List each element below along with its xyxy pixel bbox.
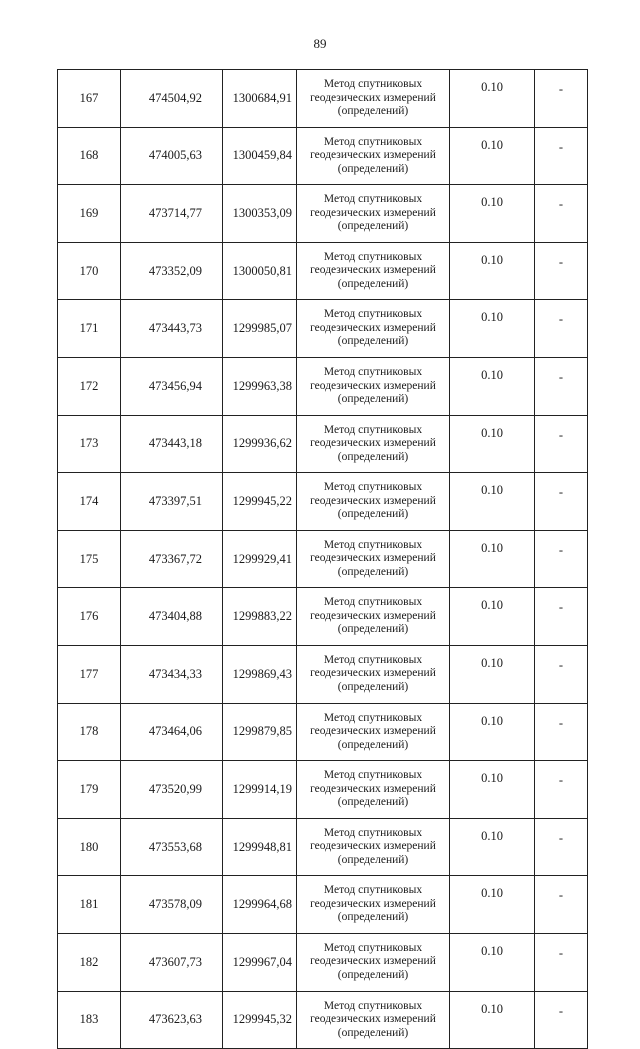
accuracy-cell: 0.10 (450, 645, 535, 703)
method-line: (определений) (337, 162, 409, 175)
y-coordinate-cell: 1299963,38 (223, 357, 297, 415)
method-line: Метод спутниковых (323, 423, 423, 436)
method-line: геодезических измерений (310, 437, 436, 450)
method-line: Метод спутниковых (323, 135, 423, 148)
method-cell (297, 185, 450, 243)
method-line: (определений) (337, 911, 409, 924)
method-cell (297, 588, 450, 646)
table-row (58, 530, 588, 588)
table-row (58, 991, 588, 1049)
point-number-cell: 172 (58, 357, 121, 415)
method-cell (297, 357, 450, 415)
x-coordinate-cell: 474504,92 (121, 70, 223, 128)
method-line: Метод спутниковых (323, 596, 423, 609)
method-line: (определений) (337, 1026, 409, 1039)
method-line: Метод спутниковых (323, 826, 423, 839)
y-coordinate-cell: 1300684,91 (223, 70, 297, 128)
note-cell: - (535, 818, 588, 876)
method-line: Метод спутниковых (323, 308, 423, 321)
method-line: геодезических измерений (310, 206, 436, 219)
accuracy-cell: 0.10 (450, 357, 535, 415)
method-cell (297, 242, 450, 300)
method-line: Метод спутниковых (323, 884, 423, 897)
y-coordinate-cell: 1300459,84 (223, 127, 297, 185)
method-line: Метод спутниковых (323, 250, 423, 263)
table-row (58, 703, 588, 761)
table-row (58, 473, 588, 531)
y-coordinate-cell: 1299964,68 (223, 876, 297, 934)
method-cell (297, 933, 450, 991)
table-row (58, 761, 588, 819)
point-number-cell: 174 (58, 473, 121, 531)
table-row (58, 645, 588, 703)
x-coordinate-cell: 473367,72 (121, 530, 223, 588)
method-cell (297, 818, 450, 876)
x-coordinate-cell: 473352,09 (121, 242, 223, 300)
note-cell: - (535, 876, 588, 934)
method-line: (определений) (337, 968, 409, 981)
x-coordinate-cell: 473443,73 (121, 300, 223, 358)
method-line: (определений) (337, 450, 409, 463)
method-line: Метод спутниковых (323, 481, 423, 494)
coordinates-table (57, 69, 588, 1049)
accuracy-cell: 0.10 (450, 127, 535, 185)
method-cell (297, 761, 450, 819)
y-coordinate-cell: 1299929,41 (223, 530, 297, 588)
method-cell (297, 991, 450, 1049)
y-coordinate-cell: 1299869,43 (223, 645, 297, 703)
method-line: геодезических измерений (310, 782, 436, 795)
method-line: геодезических измерений (310, 552, 436, 565)
method-line: (определений) (337, 277, 409, 290)
y-coordinate-cell: 1299985,07 (223, 300, 297, 358)
point-number-cell: 168 (58, 127, 121, 185)
method-line: геодезических измерений (310, 379, 436, 392)
method-line: (определений) (337, 335, 409, 348)
table-row (58, 415, 588, 473)
method-line: геодезических измерений (310, 149, 436, 162)
y-coordinate-cell: 1299948,81 (223, 818, 297, 876)
method-line: геодезических измерений (310, 264, 436, 277)
method-line: Метод спутниковых (323, 999, 423, 1012)
y-coordinate-cell: 1299967,04 (223, 933, 297, 991)
x-coordinate-cell: 473443,18 (121, 415, 223, 473)
note-cell: - (535, 588, 588, 646)
point-number-cell: 182 (58, 933, 121, 991)
y-coordinate-cell: 1299945,32 (223, 991, 297, 1049)
note-cell: - (535, 530, 588, 588)
point-number-cell: 175 (58, 530, 121, 588)
accuracy-cell: 0.10 (450, 818, 535, 876)
note-cell: - (535, 761, 588, 819)
x-coordinate-cell: 473456,94 (121, 357, 223, 415)
note-cell: - (535, 703, 588, 761)
note-cell: - (535, 991, 588, 1049)
method-line: геодезических измерений (310, 955, 436, 968)
note-cell: - (535, 127, 588, 185)
y-coordinate-cell: 1299945,22 (223, 473, 297, 531)
point-number-cell: 180 (58, 818, 121, 876)
method-line: (определений) (337, 680, 409, 693)
accuracy-cell: 0.10 (450, 761, 535, 819)
method-line: Метод спутниковых (323, 78, 423, 91)
accuracy-cell: 0.10 (450, 415, 535, 473)
table-row (58, 242, 588, 300)
x-coordinate-cell: 473464,06 (121, 703, 223, 761)
method-line: геодезических измерений (310, 91, 436, 104)
method-line: (определений) (337, 796, 409, 809)
x-coordinate-cell: 473520,99 (121, 761, 223, 819)
table-row (58, 588, 588, 646)
method-cell (297, 70, 450, 128)
method-line: геодезических измерений (310, 494, 436, 507)
note-cell: - (535, 415, 588, 473)
accuracy-cell: 0.10 (450, 530, 535, 588)
x-coordinate-cell: 473714,77 (121, 185, 223, 243)
note-cell: - (535, 300, 588, 358)
method-line: Метод спутниковых (323, 366, 423, 379)
method-line: Метод спутниковых (323, 538, 423, 551)
table-row (58, 818, 588, 876)
method-line: Метод спутниковых (323, 193, 423, 206)
method-line: (определений) (337, 220, 409, 233)
method-line: (определений) (337, 853, 409, 866)
method-line: Метод спутниковых (323, 941, 423, 954)
point-number-cell: 169 (58, 185, 121, 243)
point-number-cell: 173 (58, 415, 121, 473)
x-coordinate-cell: 473397,51 (121, 473, 223, 531)
y-coordinate-cell: 1299936,62 (223, 415, 297, 473)
note-cell: - (535, 242, 588, 300)
method-line: Метод спутниковых (323, 711, 423, 724)
accuracy-cell: 0.10 (450, 300, 535, 358)
x-coordinate-cell: 473578,09 (121, 876, 223, 934)
y-coordinate-cell: 1300353,09 (223, 185, 297, 243)
x-coordinate-cell: 473607,73 (121, 933, 223, 991)
accuracy-cell: 0.10 (450, 876, 535, 934)
note-cell: - (535, 70, 588, 128)
point-number-cell: 171 (58, 300, 121, 358)
method-line: геодезических измерений (310, 321, 436, 334)
method-line: (определений) (337, 623, 409, 636)
point-number-cell: 178 (58, 703, 121, 761)
coordinates-table-body (58, 70, 588, 1049)
y-coordinate-cell: 1299879,85 (223, 703, 297, 761)
accuracy-cell: 0.10 (450, 588, 535, 646)
method-cell (297, 473, 450, 531)
y-coordinate-cell: 1299914,19 (223, 761, 297, 819)
note-cell: - (535, 357, 588, 415)
method-cell (297, 645, 450, 703)
note-cell: - (535, 933, 588, 991)
x-coordinate-cell: 473434,33 (121, 645, 223, 703)
method-cell (297, 530, 450, 588)
accuracy-cell: 0.10 (450, 70, 535, 128)
method-line: геодезических измерений (310, 897, 436, 910)
method-line: геодезических измерений (310, 840, 436, 853)
method-cell (297, 703, 450, 761)
x-coordinate-cell: 473404,88 (121, 588, 223, 646)
table-row (58, 185, 588, 243)
table-row (58, 127, 588, 185)
table-row (58, 357, 588, 415)
method-line: (определений) (337, 738, 409, 751)
note-cell: - (535, 185, 588, 243)
point-number-cell: 176 (58, 588, 121, 646)
x-coordinate-cell: 473623,63 (121, 991, 223, 1049)
method-line: (определений) (337, 565, 409, 578)
method-line: геодезических измерений (310, 725, 436, 738)
point-number-cell: 179 (58, 761, 121, 819)
accuracy-cell: 0.10 (450, 703, 535, 761)
point-number-cell: 167 (58, 70, 121, 128)
method-cell (297, 300, 450, 358)
x-coordinate-cell: 474005,63 (121, 127, 223, 185)
point-number-cell: 181 (58, 876, 121, 934)
point-number-cell: 183 (58, 991, 121, 1049)
page-number: 89 (313, 36, 327, 51)
x-coordinate-cell: 473553,68 (121, 818, 223, 876)
y-coordinate-cell: 1300050,81 (223, 242, 297, 300)
accuracy-cell: 0.10 (450, 933, 535, 991)
note-cell: - (535, 473, 588, 531)
method-line: геодезических измерений (310, 1013, 436, 1026)
accuracy-cell: 0.10 (450, 991, 535, 1049)
method-line: Метод спутниковых (323, 653, 423, 666)
method-line: (определений) (337, 393, 409, 406)
point-number-cell: 177 (58, 645, 121, 703)
method-line: Метод спутниковых (323, 769, 423, 782)
point-number-cell: 170 (58, 242, 121, 300)
accuracy-cell: 0.10 (450, 473, 535, 531)
accuracy-cell: 0.10 (450, 242, 535, 300)
table-row (58, 70, 588, 128)
method-line: геодезических измерений (310, 667, 436, 680)
method-cell (297, 127, 450, 185)
method-cell (297, 415, 450, 473)
y-coordinate-cell: 1299883,22 (223, 588, 297, 646)
table-row (58, 933, 588, 991)
accuracy-cell: 0.10 (450, 185, 535, 243)
method-line: (определений) (337, 105, 409, 118)
method-line: геодезических измерений (310, 609, 436, 622)
method-line: (определений) (337, 508, 409, 521)
table-row (58, 300, 588, 358)
note-cell: - (535, 645, 588, 703)
